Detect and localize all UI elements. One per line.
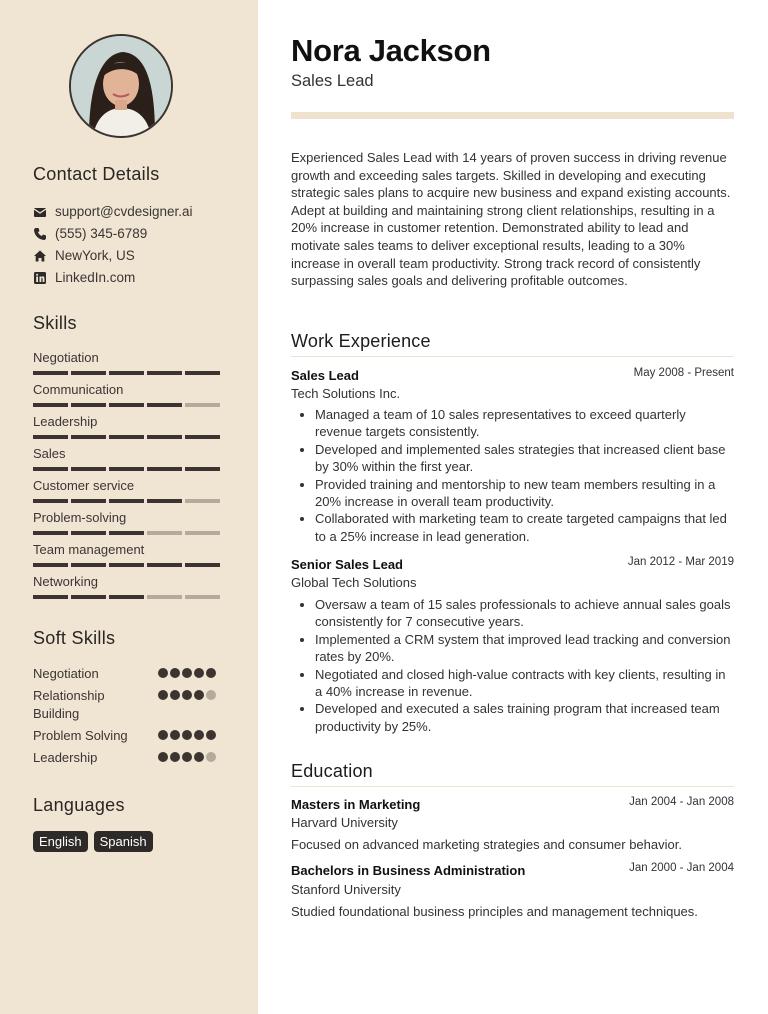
skill-item <box>33 542 223 567</box>
skill-level-segment <box>185 403 220 407</box>
list-item: • Oversaw a team of 15 sales professionals to achieve annual sales goals consistently for 7 consecutive years. <box>315 596 731 631</box>
skill-level-segment <box>109 595 144 599</box>
skill-level-segment <box>33 371 68 375</box>
skill-level-bars <box>33 595 223 599</box>
degree-title: Bachelors in Business Administration <box>291 863 526 878</box>
soft-skill-label: Relationship Building <box>33 688 105 721</box>
skill-level-segment <box>147 531 182 535</box>
degree-title: Masters in Marketing <box>291 797 421 812</box>
skill-level-segment <box>185 499 220 503</box>
skill-label: Networking <box>33 574 99 589</box>
languages-heading: Languages <box>33 795 125 815</box>
skill-level-segment <box>109 531 144 535</box>
contact-linkedin[interactable] <box>33 270 135 285</box>
phone-icon <box>33 227 47 241</box>
skill-level-segment <box>33 435 68 439</box>
skill-level-segment <box>33 467 68 471</box>
contact-location <box>33 248 135 263</box>
rating-dot <box>194 690 204 700</box>
rating-dot <box>194 668 204 678</box>
skill-level-segment <box>71 563 106 567</box>
languages-list <box>33 831 153 852</box>
skill-label: Sales <box>33 446 66 461</box>
soft-skill-label: Negotiation <box>33 666 99 681</box>
skill-level-segment <box>147 499 182 503</box>
rating-dot <box>182 668 192 678</box>
rating-dot <box>182 752 192 762</box>
degree-dates: Jan 2000 - Jan 2004 <box>629 862 734 874</box>
rating-dot <box>158 668 168 678</box>
avatar-portrait-icon <box>71 36 171 136</box>
rating-dot <box>206 668 216 678</box>
header-divider <box>291 112 734 119</box>
list-item: • Collaborated with marketing team to create targeted campaigns that led to a 25% increase in lead generation. <box>315 510 731 545</box>
work-heading: Work Experience <box>291 331 431 351</box>
contact-phone-text: (555) 345-6789 <box>55 226 148 241</box>
skill-level-segment <box>147 467 182 471</box>
skill-level-segment <box>147 563 182 567</box>
skill-label: Problem-solving <box>33 510 127 525</box>
contact-location-text: NewYork, US <box>55 248 135 263</box>
soft-skills-heading: Soft Skills <box>33 628 116 648</box>
skill-label: Leadership <box>33 414 98 429</box>
contact-phone[interactable] <box>33 226 147 241</box>
skill-level-segment <box>109 467 144 471</box>
soft-skill-rating <box>158 668 216 678</box>
rating-dot <box>170 690 180 700</box>
skill-item <box>33 350 223 375</box>
contact-email[interactable] <box>33 204 193 219</box>
rating-dot <box>170 752 180 762</box>
skill-level-segment <box>185 467 220 471</box>
job-company: Global Tech Solutions <box>291 575 417 590</box>
skill-level-segment <box>109 435 144 439</box>
candidate-role: Sales Lead <box>291 72 374 90</box>
contact-heading: Contact Details <box>33 164 160 184</box>
soft-skill-item <box>33 687 223 723</box>
skill-level-segment <box>71 371 106 375</box>
skill-level-bars <box>33 403 223 407</box>
skill-level-segment <box>33 499 68 503</box>
skill-item <box>33 382 223 407</box>
skill-level-segment <box>185 435 220 439</box>
job-title: Senior Sales Lead <box>291 557 403 572</box>
list-item: • Managed a team of 10 sales representatives to exceed quarterly revenue targets consistently. <box>315 406 731 441</box>
soft-skill-item <box>33 749 223 767</box>
skill-level-segment <box>109 563 144 567</box>
rating-dot <box>170 730 180 740</box>
job-company: Tech Solutions Inc. <box>291 386 401 401</box>
soft-skill-rating <box>158 730 216 740</box>
rating-dot <box>206 730 216 740</box>
rating-dot <box>170 668 180 678</box>
skill-level-segment <box>109 371 144 375</box>
skill-level-segment <box>71 531 106 535</box>
education-description: Focused on advanced marketing strategies and consumer behavior. <box>291 837 682 852</box>
skill-item <box>33 574 223 599</box>
skill-level-segment <box>33 563 68 567</box>
skill-level-segment <box>185 531 220 535</box>
skill-level-segment <box>185 371 220 375</box>
skill-level-segment <box>71 467 106 471</box>
job-dates: May 2008 - Present <box>633 367 734 379</box>
skill-level-segment <box>71 403 106 407</box>
skill-item <box>33 510 223 535</box>
skill-level-segment <box>71 595 106 599</box>
skill-level-segment <box>109 403 144 407</box>
skill-level-segment <box>147 595 182 599</box>
rating-dot <box>206 690 216 700</box>
skill-level-segment <box>33 403 68 407</box>
skill-label: Communication <box>33 382 124 397</box>
skill-item <box>33 414 223 439</box>
email-icon <box>33 205 47 219</box>
skill-level-segment <box>71 435 106 439</box>
section-divider <box>291 786 734 787</box>
skill-level-segment <box>71 499 106 503</box>
summary-text: Experienced Sales Lead with 14 years of proven success in driving revenue growth and exceeding sales targets. Skilled in developing and executing strategic sales plans to acquire new business and expand existing accounts. Adept at building and maintaining strong client relationships, resulting in a 20% increase in customer retention. Demonstrated ability to lead and motivate sales teams to deliver exceptional results, leading to a 30% increase in overall team productivity. Strong track record of consistently surpassing sales goals and delivering profitable outcomes. <box>291 150 731 289</box>
skill-label: Team management <box>33 542 145 557</box>
rating-dot <box>194 730 204 740</box>
section-divider <box>291 356 734 357</box>
language-badge: English <box>33 831 88 852</box>
soft-skill-rating <box>158 752 216 762</box>
soft-skill-item <box>33 727 223 745</box>
skill-level-segment <box>185 595 220 599</box>
skill-level-bars <box>33 467 223 471</box>
rating-dot <box>194 752 204 762</box>
avatar <box>69 34 173 138</box>
skill-level-bars <box>33 371 223 375</box>
job-title: Sales Lead <box>291 368 359 383</box>
job-bullets <box>291 596 731 735</box>
skill-level-segment <box>147 403 182 407</box>
contact-linkedin-text: LinkedIn.com <box>55 270 136 285</box>
job-dates: Jan 2012 - Mar 2019 <box>627 556 734 568</box>
skill-label: Negotiation <box>33 350 99 365</box>
rating-dot <box>158 752 168 762</box>
soft-skill-label: Problem Solving <box>33 728 128 743</box>
rating-dot <box>182 730 192 740</box>
skill-level-bars <box>33 499 223 503</box>
skill-level-segment <box>33 595 68 599</box>
skill-item <box>33 478 223 503</box>
skill-level-segment <box>185 563 220 567</box>
degree-dates: Jan 2004 - Jan 2008 <box>629 796 734 808</box>
language-badge: Spanish <box>94 831 153 852</box>
rating-dot <box>158 690 168 700</box>
skill-level-segment <box>147 435 182 439</box>
sidebar <box>0 0 258 1014</box>
rating-dot <box>158 730 168 740</box>
rating-dot <box>182 690 192 700</box>
list-item: • Negotiated and closed high-value contracts with key clients, resulting in a 40% increase in revenue. <box>315 666 731 701</box>
skill-level-bars <box>33 531 223 535</box>
soft-skill-item <box>33 665 223 683</box>
soft-skill-rating <box>158 690 216 700</box>
skill-level-segment <box>33 531 68 535</box>
list-item: • Implemented a CRM system that improved lead tracking and conversion rates by 20%. <box>315 631 731 666</box>
education-description: Studied foundational business principles and management techniques. <box>291 904 698 919</box>
list-item: • Developed and executed a sales training program that increased team productivity by 25%. <box>315 700 731 735</box>
skill-level-bars <box>33 435 223 439</box>
soft-skill-label: Leadership <box>33 750 98 765</box>
list-item: • Provided training and mentorship to new team members resulting in a 20% increase in overall team productivity. <box>315 476 731 511</box>
school-name: Harvard University <box>291 815 398 830</box>
linkedin-icon <box>33 271 47 285</box>
skill-label: Customer service <box>33 478 135 493</box>
skills-heading: Skills <box>33 313 77 333</box>
home-icon <box>33 249 47 263</box>
skill-level-segment <box>109 499 144 503</box>
list-item: • Developed and implemented sales strategies that increased client base by 30% within the first year. <box>315 441 731 476</box>
school-name: Stanford University <box>291 882 401 897</box>
job-bullets <box>291 406 731 545</box>
contact-email-text: support@cvdesigner.ai <box>55 204 193 219</box>
skill-level-segment <box>147 371 182 375</box>
skill-level-bars <box>33 563 223 567</box>
rating-dot <box>206 752 216 762</box>
candidate-name: Nora Jackson <box>291 33 491 68</box>
skill-item <box>33 446 223 471</box>
education-heading: Education <box>291 761 373 781</box>
